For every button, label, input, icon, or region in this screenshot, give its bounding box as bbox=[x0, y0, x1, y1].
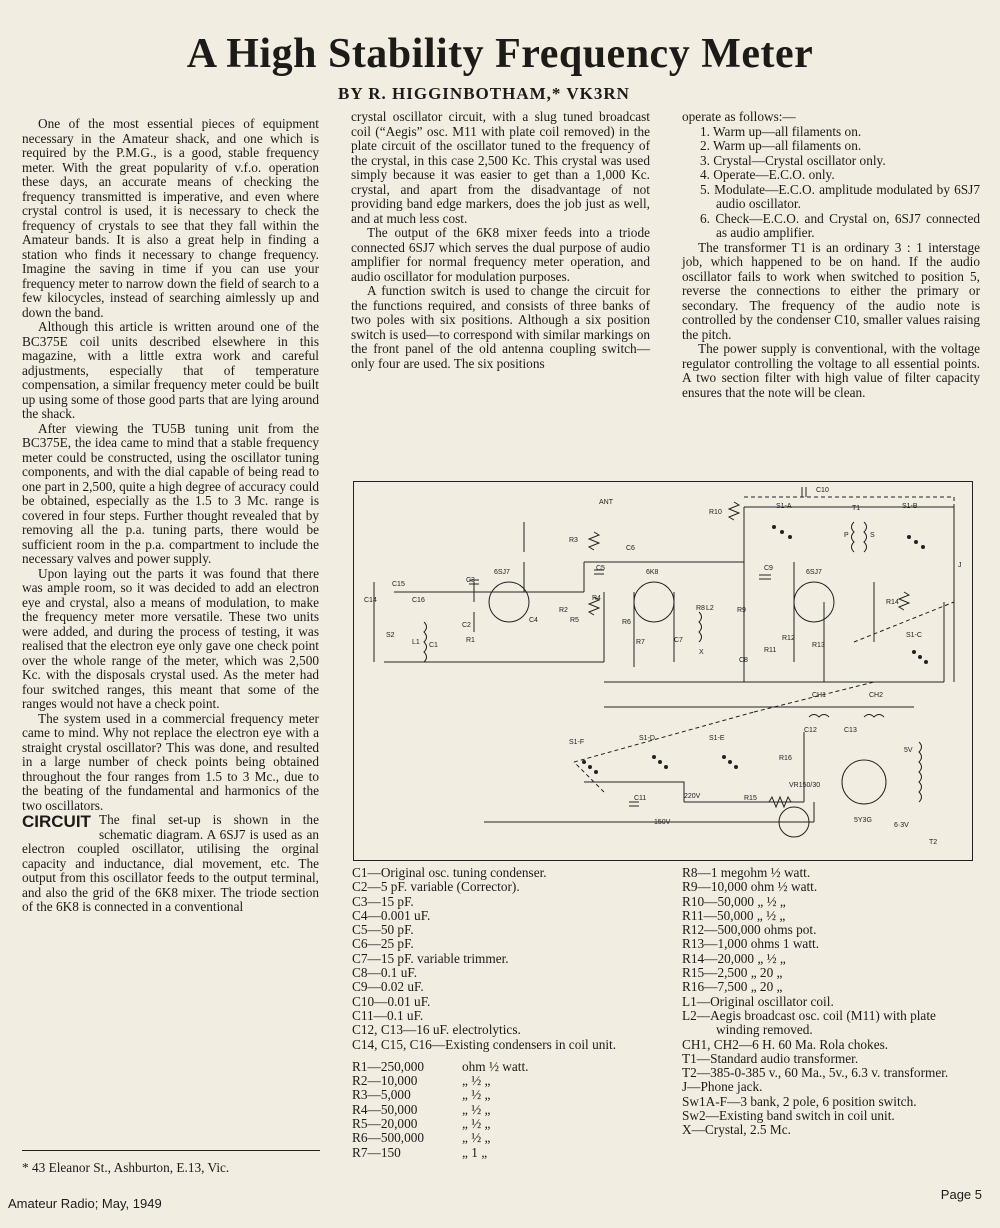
resistor-row bbox=[352, 1117, 662, 1131]
label-p: P bbox=[844, 532, 849, 539]
label-s1a: S1-A bbox=[776, 503, 792, 510]
parts-item: Sw1A-F—3 bank, 2 pole, 6 position switch. bbox=[682, 1093, 917, 1109]
paragraph: A function switch is used to change the circuit for the functions required, and consists of three banks of two poles with six positions. Although a six position switch is used—to correspond with similar markings on the front panel of the old antenna coupling switch—only four are used. The six positions bbox=[351, 283, 650, 371]
parts-item: C11—0.1 uF. bbox=[352, 1007, 424, 1023]
label-t2: T2 bbox=[929, 839, 938, 846]
label-r1: R1 bbox=[466, 637, 475, 644]
paragraph: The system used in a commercial frequency meter came to mind. Why not replace the electron eye with a straight crystal oscillator? This was done, and resulted in a large number of check points being obtained throughout the four ranges from 1.5 to 3 Mc., due to the beating of the fundamental and harmonics of the two oscillators. bbox=[22, 710, 319, 813]
resistor-value: „ ½ „ bbox=[462, 1087, 491, 1103]
label-r15: R15 bbox=[744, 795, 757, 802]
label-r16: R16 bbox=[779, 755, 792, 762]
label-c4: C4 bbox=[529, 617, 538, 624]
paragraph: The power supply is conventional, with the voltage regulator controlling the voltage to all essential points. A two section filter with high value of filter capacity ensures that the note will be clean. bbox=[682, 341, 980, 400]
label-5v: 5V bbox=[904, 747, 913, 754]
list-item: 2. Warm up—all filaments on. bbox=[700, 138, 862, 153]
resistor-value: „ ½ „ bbox=[462, 1073, 491, 1089]
resistor-row bbox=[352, 1103, 662, 1117]
parts-item: CH1, CH2—6 H. 60 Ma. Rola chokes. bbox=[682, 1036, 889, 1052]
label-c8: C8 bbox=[739, 657, 748, 664]
parts-list-left bbox=[352, 866, 662, 1160]
parts-item: R16—7,500 „ 20 „ bbox=[682, 979, 783, 995]
label-tube-6sj7-osc: 6SJ7 bbox=[494, 569, 510, 576]
paragraph: The transformer T1 is an ordinary 3 : 1 interstage job, which happened to be on hand. If the audio oscillator fails to work when switched to position 5, reverse the connections to either the primary or secondary. The frequency of the audio note is controlled by the condenser C10, smaller values raising the pitch. bbox=[682, 239, 980, 342]
resistor-name: R3—5,000 bbox=[352, 1087, 411, 1103]
parts-item: J—Phone jack. bbox=[682, 1079, 763, 1095]
label-c2: C2 bbox=[462, 622, 471, 629]
parts-item: R15—2,500 „ 20 „ bbox=[682, 965, 783, 981]
label-ant: ANT bbox=[599, 499, 613, 506]
label-c5: C5 bbox=[596, 565, 605, 572]
label-c7: C7 bbox=[674, 637, 683, 644]
resistor-value: ohm ½ watt. bbox=[462, 1058, 529, 1074]
label-c9: C9 bbox=[764, 565, 773, 572]
resistor-row bbox=[352, 1131, 662, 1145]
label-c12: C12 bbox=[804, 727, 817, 734]
label-ch1: CH1 bbox=[812, 692, 827, 699]
label-j: J bbox=[958, 562, 962, 569]
paragraph: After viewing the TU5B tuning unit from the BC375E, the idea came to mind that a stable frequency meter could be constructed, using the oscillator tuning components, and with the dial capable of being read to one part in 2,500, quite a high degree of accuracy could be obtained, especially as the 1.5 to 3 Mc. range is covered in four steps. Further thought revealed that by removing all the p.a. tuning parts, there would be sufficient room in the p.a. compartment to include the necessary valves and power supply. bbox=[22, 420, 319, 566]
parts-item: R12—500,000 ohms pot. bbox=[682, 922, 817, 938]
label-r11: R11 bbox=[764, 647, 777, 654]
label-s1b: S1-B bbox=[902, 503, 918, 510]
label-s2: S2 bbox=[386, 632, 395, 639]
label-s1d: S1-D bbox=[639, 735, 655, 742]
label-220v: 220V bbox=[684, 793, 701, 800]
resistor-row bbox=[352, 1060, 662, 1074]
footnote: * 43 Eleanor St., Ashburton, E.13, Vic. bbox=[22, 1160, 230, 1175]
label-s1e: S1-E bbox=[709, 735, 725, 742]
resistor-name: R6—500,000 bbox=[352, 1130, 425, 1146]
paragraph: crystal oscillator circuit, with a slug tuned broadcast coil (“Aegis” osc. M11 with plate coil removed) in the plate circuit of the oscillator tuned to the frequency of the crystal, in this case 2,500 Kc. This crystal was used simply because it was easier to get than a 1,000 Kc. crystal, and apart from the disadvantage of not providing band edge markers, does the job just as well, and at much less cost. bbox=[351, 109, 650, 226]
label-r6: R6 bbox=[622, 619, 631, 626]
parts-item: C3—15 pF. bbox=[352, 893, 414, 909]
parts-item: X—Crystal, 2.5 Mc. bbox=[682, 1122, 791, 1138]
paragraph: Upon laying out the parts it was found that there was ample room, so it was decided to add an electron eye and crystal, also a means of modulation, to make the frequency meter more versatile. These two units were added, and during the process of testing, it was realised that the electron eye only gave one check point over the whole range of the meter, which was 2,500 Kc. with the disposals crystal used. As the meter had four switched ranges, this meant that some of the ranges would not have a check point. bbox=[22, 565, 319, 711]
resistor-row bbox=[352, 1088, 662, 1102]
parts-item: Sw2—Existing band switch in coil unit. bbox=[682, 1108, 895, 1124]
label-c6: C6 bbox=[626, 545, 635, 552]
parts-item: C5—50 pF. bbox=[352, 922, 414, 938]
parts-item: C14, C15, C16—Existing condensers in coil unit. bbox=[352, 1036, 617, 1052]
parts-item: C10—0.01 uF. bbox=[352, 993, 431, 1009]
resistor-value: „ ½ „ bbox=[462, 1101, 491, 1117]
list-item: 4. Operate—E.C.O. only. bbox=[700, 167, 835, 182]
resistor-name: R4—50,000 bbox=[352, 1101, 418, 1117]
resistor-name: R5—20,000 bbox=[352, 1116, 418, 1132]
label-c3: C3 bbox=[466, 577, 475, 584]
label-s1f: S1-F bbox=[569, 739, 585, 746]
resistor-value: „ 1 „ bbox=[462, 1144, 488, 1160]
parts-item: T2—385-0-385 v., 60 Ma., 5v., 6.3 v. transformer. bbox=[682, 1065, 949, 1081]
resistor-name: R1—250,000 bbox=[352, 1058, 425, 1074]
label-l2: L2 bbox=[706, 605, 714, 612]
label-r4: R4 bbox=[592, 595, 601, 602]
parts-list-right bbox=[682, 866, 982, 1138]
resistor-row bbox=[352, 1074, 662, 1088]
paragraph: The output of the 6K8 mixer feeds into a triode connected 6SJ7 which serves the dual purpose of audio amplifier for normal frequency meter operation, and audio oscillator for modulation purposes. bbox=[351, 225, 650, 284]
paragraph: One of the most essential pieces of equipment necessary in the Amateur shack, and one which is required by the P.M.G., is a good, stable frequency meter. With the great popularity of v.f.o. operation these days, an accurate means of checking the frequency transmitted is imperative, and even where crystal control is used, it is necessary to check the frequency of crystals to see that they fall within the Amateur bands. It is also a great help in finding a station who finds it necessary to change frequency. Imagine the saving in time if you can use your frequency meter to narrow down the field of search to a few kilocycles, instead of searching aimlessly up and down the band. bbox=[22, 116, 319, 320]
label-6-3v: 6·3V bbox=[894, 822, 909, 829]
section-heading-circuit: CIRCUIT bbox=[22, 812, 91, 831]
parts-item: T1—Standard audio transformer. bbox=[682, 1050, 859, 1066]
list-item: 6. Check—E.C.O. and Crystal on, 6SJ7 connected as audio amplifier. bbox=[700, 210, 980, 240]
label-c11: C11 bbox=[634, 795, 647, 802]
label-tube-6sj7-audio: 6SJ7 bbox=[806, 569, 822, 576]
label-t1: T1 bbox=[852, 505, 861, 512]
parts-item: R10—50,000 „ ½ „ bbox=[682, 893, 786, 909]
footer-publication: Amateur Radio; May, 1949 bbox=[8, 1196, 162, 1211]
label-c10: C10 bbox=[816, 487, 829, 494]
label-r8: R8 bbox=[696, 605, 705, 612]
parts-item: C9—0.02 uF. bbox=[352, 979, 424, 995]
footer-page-number: Page 5 bbox=[940, 1187, 982, 1202]
parts-item: C6—25 pF. bbox=[352, 936, 414, 952]
column-3 bbox=[682, 110, 980, 400]
list-item: 1. Warm up—all filaments on. bbox=[700, 123, 862, 139]
parts-item: R9—10,000 ohm ½ watt. bbox=[682, 879, 818, 895]
parts-item: C8—0.1 uF. bbox=[352, 965, 418, 981]
parts-item: C12, C13—16 uF. electrolytics. bbox=[352, 1022, 521, 1038]
resistor-value: „ ½ „ bbox=[462, 1116, 491, 1132]
schematic-diagram bbox=[353, 481, 973, 861]
resistor-row bbox=[352, 1146, 662, 1160]
parts-item: L2—Aegis broadcast osc. coil (M11) with plate winding removed. bbox=[682, 1007, 936, 1038]
column-1 bbox=[22, 117, 319, 915]
label-c15: C15 bbox=[392, 581, 405, 588]
label-s: S bbox=[870, 532, 875, 539]
parts-item: R8—1 megohm ½ watt. bbox=[682, 865, 811, 880]
label-c1: C1 bbox=[429, 642, 438, 649]
label-s1c: S1-C bbox=[906, 632, 922, 639]
paragraph: Although this article is written around one of the BC375E coil units described elsewhere in this magazine, with a little extra work and careful adjustments, especially that of temperature compensation, a similar frequency meter could be built up using some of those good parts that are lying around the shack. bbox=[22, 319, 319, 421]
resistor-value: „ ½ „ bbox=[462, 1130, 491, 1146]
label-regulator: VR150/30 bbox=[789, 782, 821, 789]
footnote-rule bbox=[22, 1150, 320, 1151]
label-x: X bbox=[699, 649, 704, 656]
label-r7: R7 bbox=[636, 639, 645, 646]
label-tube-6k8: 6K8 bbox=[646, 569, 659, 576]
parts-item: R14—20,000 „ ½ „ bbox=[682, 950, 786, 966]
parts-item: C4—0.001 uF. bbox=[352, 907, 431, 923]
label-c14: C14 bbox=[364, 597, 377, 604]
label-r3: R3 bbox=[569, 537, 578, 544]
resistor-name: R2—10,000 bbox=[352, 1073, 418, 1089]
label-r14: R14 bbox=[886, 599, 899, 606]
label-r13: R13 bbox=[812, 642, 825, 649]
article-title: A High Stability Frequency Meter bbox=[186, 31, 814, 77]
label-r9: R9 bbox=[737, 607, 746, 614]
parts-item: L1—Original oscillator coil. bbox=[682, 993, 834, 1009]
list-item: 5. Modulate—E.C.O. amplitude modulated by 6SJ7 audio oscillator. bbox=[700, 181, 980, 211]
label-rectifier: 5Y3G bbox=[854, 817, 872, 824]
label-150v: 150V bbox=[654, 819, 671, 826]
byline: BY R. HIGGINBOTHAM,* VK3RN bbox=[338, 84, 630, 103]
column-2 bbox=[351, 110, 650, 371]
label-r2: R2 bbox=[559, 607, 568, 614]
label-c13: C13 bbox=[844, 727, 857, 734]
function-list bbox=[682, 125, 980, 241]
paragraph: The final set-up is shown in the schematic diagram. A 6SJ7 is used as an electron coupled oscillator, utilising the orginal capacity and inductance, dial movement, etc. The output from this oscillator feeds to the output terminal, and also the grid of the 6K8 mixer. The triode section of the 6K8 is connected in a conventional bbox=[22, 812, 319, 914]
label-r10: R10 bbox=[709, 509, 722, 516]
parts-item: C7—15 pF. variable trimmer. bbox=[352, 950, 509, 966]
label-ch2: CH2 bbox=[869, 692, 884, 699]
parts-item: R11—50,000 „ ½ „ bbox=[682, 907, 786, 923]
list-item: 3. Crystal—Crystal oscillator only. bbox=[700, 152, 886, 168]
parts-item: R13—1,000 ohms 1 watt. bbox=[682, 936, 820, 952]
label-c16: C16 bbox=[412, 597, 425, 604]
paragraph: operate as follows:— bbox=[682, 109, 796, 124]
resistor-name: R7—150 bbox=[352, 1144, 401, 1160]
label-r5: R5 bbox=[570, 617, 579, 624]
parts-item: C2—5 pF. variable (Corrector). bbox=[352, 879, 520, 895]
label-r12: R12 bbox=[782, 635, 795, 642]
label-l1: L1 bbox=[412, 639, 420, 646]
parts-item: C1—Original osc. tuning condenser. bbox=[352, 865, 547, 880]
